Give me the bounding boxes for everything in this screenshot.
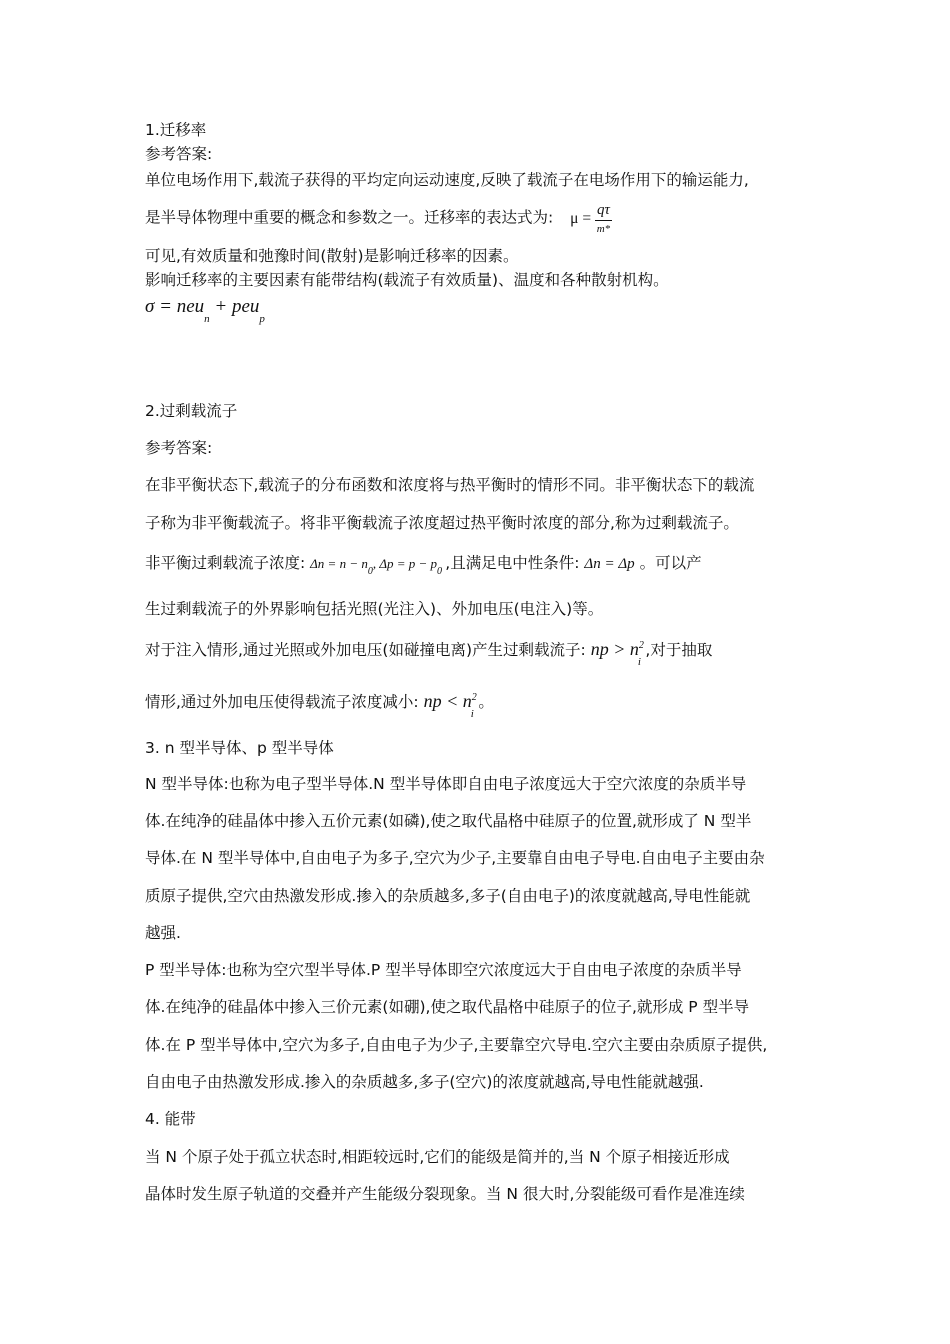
text-run: ,且满足电中性条件:: [445, 554, 580, 572]
formula-part: Δn = n − n: [310, 556, 368, 571]
section-2-line: [145, 690, 494, 720]
section-4-line: 当 N 个原子处于孤立状态时,相距较远时,它们的能级是简并的,当 N 个原子相接近形成: [145, 1148, 730, 1166]
section-1-answer-label: 参考答案:: [145, 145, 213, 163]
section-1-line: 影响迁移率的主要因素有能带结构(载流子有效质量)、温度和各种散射机构。: [145, 271, 669, 289]
formula-part: np < n: [423, 691, 472, 711]
formula-part: np > n: [590, 639, 639, 659]
n-type-line: 质原子提供,空穴由热激发形成.掺入的杂质越多,多子(自由电子)的浓度就越高,导电性能就: [145, 887, 751, 905]
conductivity-formula: [145, 296, 265, 325]
p-type-line: P 型半导体:也称为空穴型半导体.P 型半导体即空穴浓度远大于自由电子浓度的杂质半导: [145, 961, 742, 979]
p-type-line: 自由电子由热激发形成.掺入的杂质越多,多子(空穴)的浓度就越高,导电性能就越强.: [145, 1073, 704, 1091]
n-type-line: 体.在纯净的硅晶体中掺入五价元素(如磷),使之取代晶格中硅原子的位置,就形成了 N 型半: [145, 812, 752, 830]
text-run: 。可以产: [639, 554, 702, 572]
formula-lhs: μ =: [570, 209, 592, 227]
n-type-line: N 型半导体:也称为电子型半导体.N 型半导体即自由电子浓度远大于空穴浓度的杂质半导: [145, 775, 747, 793]
text-run: ,对于抽取: [645, 641, 713, 659]
section-2-line: 在非平衡状态下,载流子的分布函数和浓度将与热平衡时的情形不同。非平衡状态下的载流: [145, 476, 755, 494]
section-4-title: 4. 能带: [145, 1110, 196, 1128]
formula-part: σ = neu: [145, 296, 205, 317]
injection-formula: [590, 639, 646, 668]
formula-subscript: p: [259, 313, 265, 325]
section-1-title: 1.迁移率: [145, 121, 207, 139]
text-run: 。: [478, 693, 494, 711]
excess-formula: [310, 556, 445, 577]
formula-subscript: 0: [437, 566, 443, 577]
formula-superscript: 2: [471, 692, 477, 703]
section-2-line: [145, 638, 713, 668]
n-type-line: 导体.在 N 型半导体中,自由电子为多子,空穴为少子,主要靠自由电子导电.自由电子主要由杂: [145, 849, 765, 867]
formula-denominator: m*: [596, 223, 611, 235]
section-2-line: 生过剩载流子的外界影响包括光照(光注入)、外加电压(电注入)等。: [145, 600, 604, 618]
text-run: 情形,通过外加电压使得载流子浓度减小:: [145, 693, 419, 711]
formula-fraction: [595, 203, 612, 235]
text-run: 非平衡过剩载流子浓度:: [145, 554, 306, 572]
formula-part: , Δp = p − p: [372, 556, 438, 571]
formula-numerator: qτ: [595, 203, 612, 221]
n-type-line: 越强.: [145, 924, 181, 942]
section-2-title: 2.过剩载流子: [145, 402, 238, 420]
formula-subscript: i: [637, 656, 641, 668]
formula-subscript: 0: [367, 566, 373, 577]
section-2-line: [145, 551, 702, 577]
section-1-para-line: [145, 203, 612, 235]
formula-subscript: i: [470, 708, 474, 720]
p-type-line: 体.在纯净的硅晶体中掺入三价元素(如硼),使之取代晶格中硅原子的位子,就形成 P 型半导: [145, 998, 750, 1016]
neutrality-formula: Δn = Δp: [584, 556, 635, 572]
section-1-para-line: 单位电场作用下,载流子获得的平均定向运动速度,反映了载流子在电场作用下的输运能力,: [145, 171, 749, 189]
section-2-answer-label: 参考答案:: [145, 439, 213, 457]
formula-part: + peu: [214, 296, 260, 317]
p-type-line: 体.在 P 型半导体中,空穴为多子,自由电子为少子,主要靠空穴导电.空穴主要由杂质原子提供,: [145, 1036, 768, 1054]
mobility-formula: [570, 202, 612, 235]
text-run: 对于注入情形,通过光照或外加电压(如碰撞电离)产生过剩载流子:: [145, 641, 586, 659]
section-3-title: 3. n 型半导体、p 型半导体: [145, 739, 334, 757]
section-4-line: 晶体时发生原子轨道的交叠并产生能级分裂现象。当 N 很大时,分裂能级可看作是准连续: [145, 1185, 745, 1203]
text-run: 是半导体物理中重要的概念和参数之一。迁移率的表达式为:: [145, 208, 554, 227]
section-1-line: 可见,有效质量和弛豫时间(散射)是影响迁移率的因素。: [145, 247, 519, 265]
formula-subscript: n: [204, 313, 210, 325]
formula-superscript: 2: [638, 640, 644, 651]
extraction-formula: [423, 691, 479, 720]
section-2-line: 子称为非平衡载流子。将非平衡载流子浓度超过热平衡时浓度的部分,称为过剩载流子。: [145, 514, 739, 532]
